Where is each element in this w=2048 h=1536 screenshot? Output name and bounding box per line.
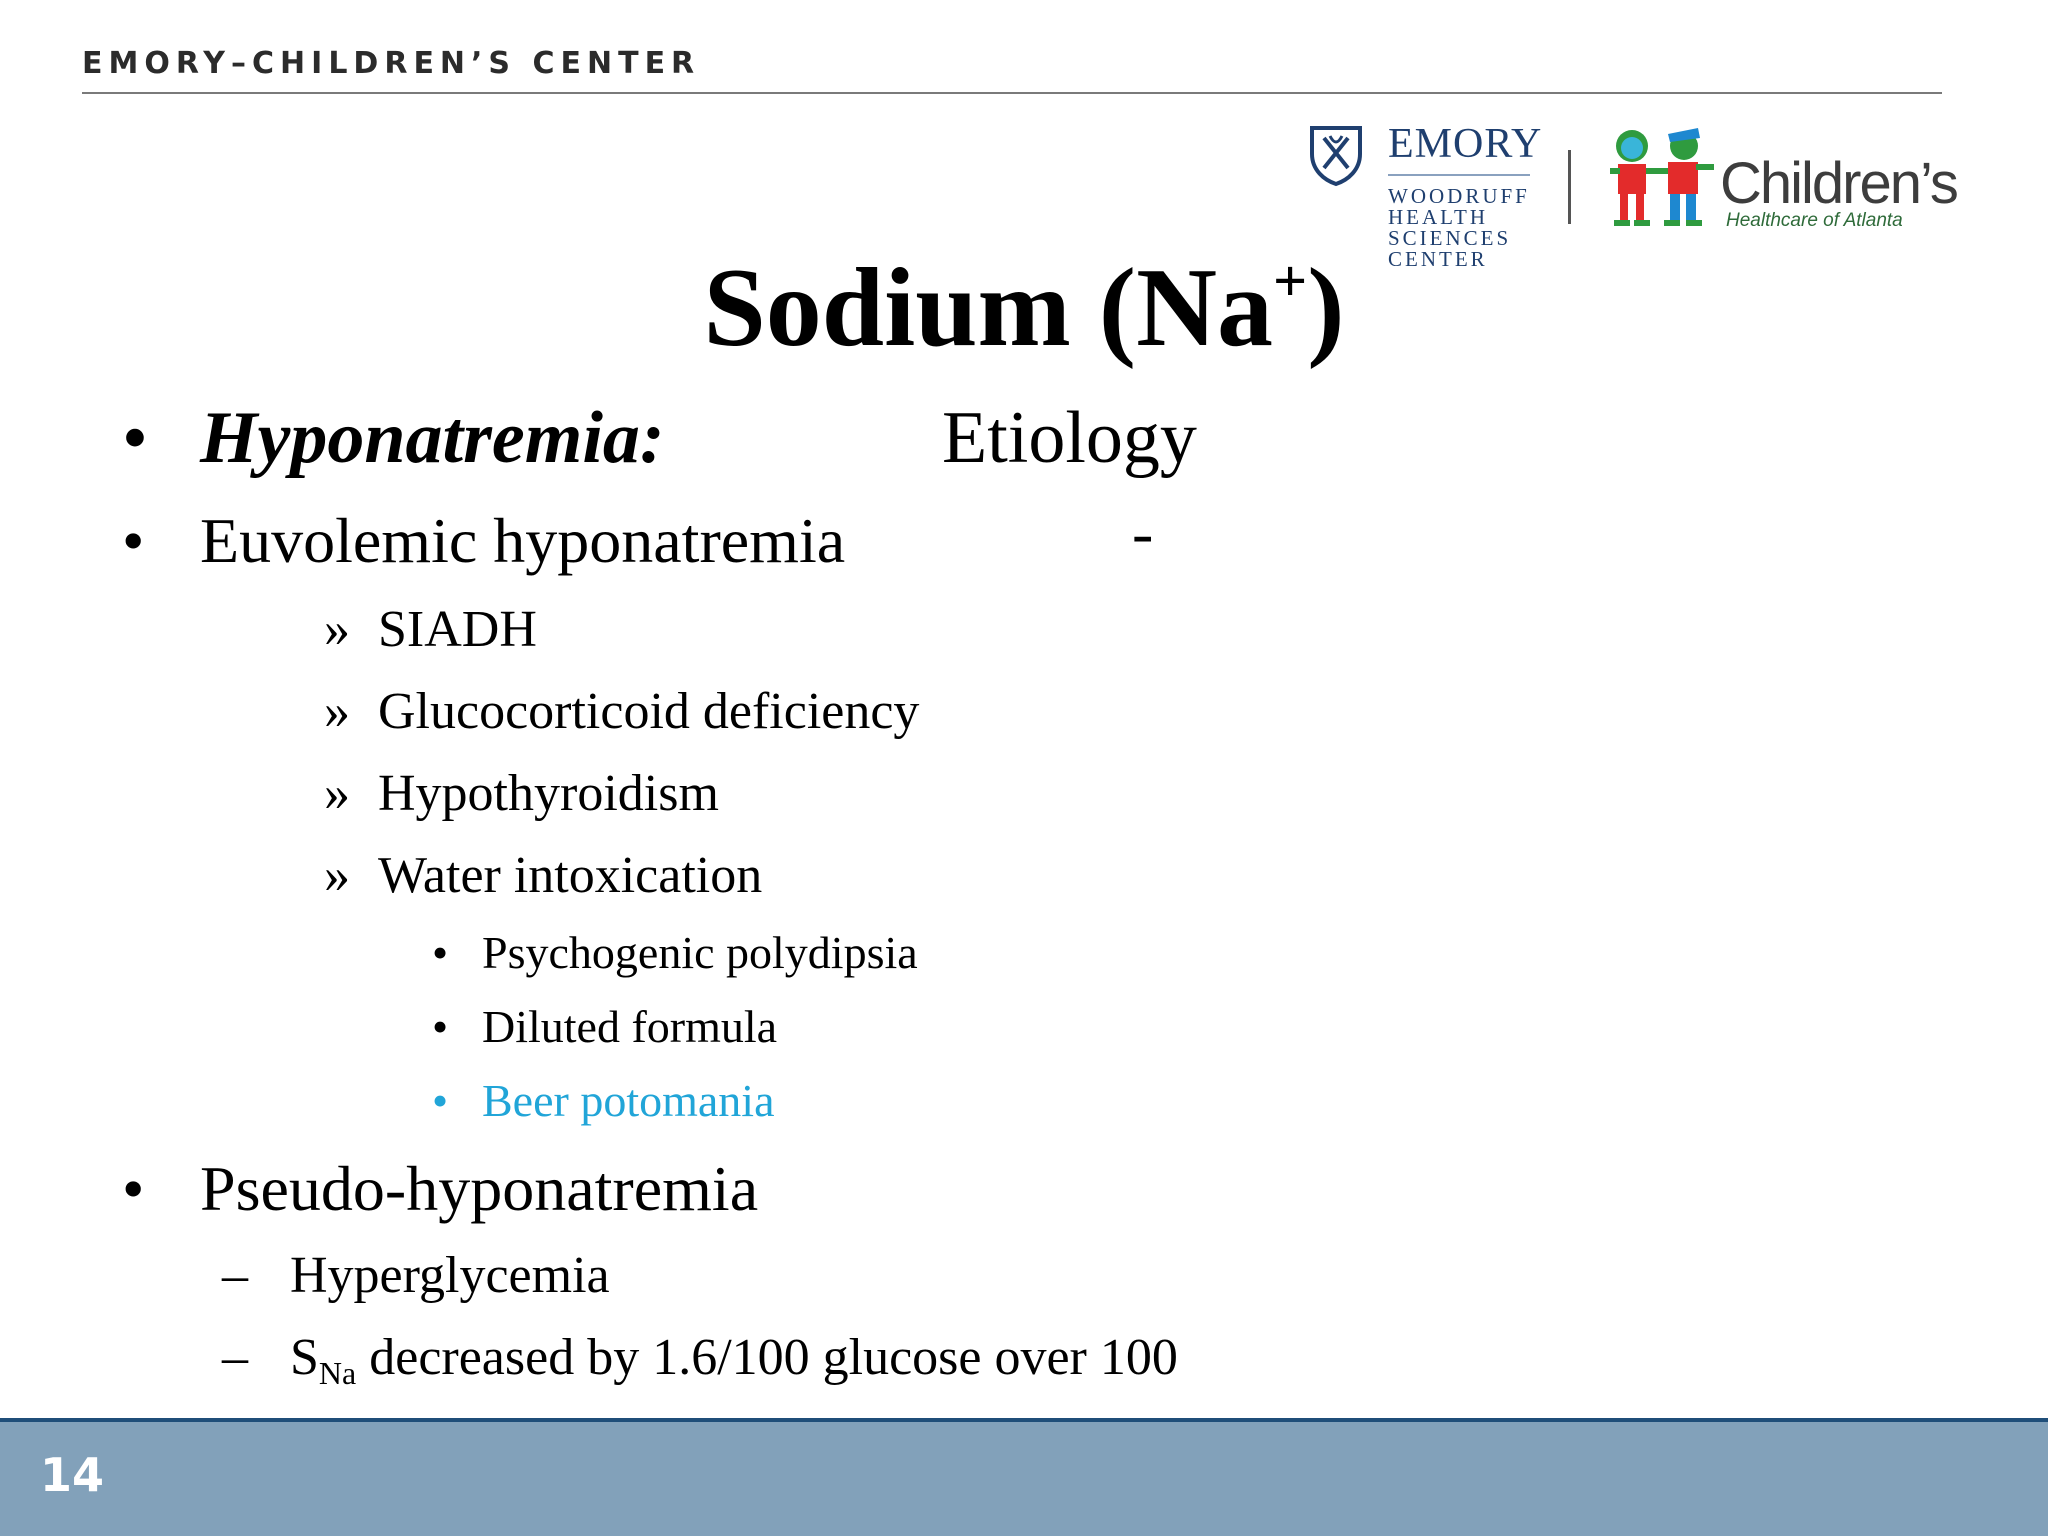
page-number: 14 [40,1448,105,1502]
bullet-marker: • [122,505,145,576]
footer-bar [0,1422,2048,1536]
header-title: EMORY–CHILDREN’S CENTER [82,46,701,81]
emory-shield-icon [1308,124,1364,188]
bullet-marker: • [432,1075,449,1126]
euvolemic-label: Euvolemic hyponatremia [200,505,846,576]
title-superscript: + [1272,248,1308,314]
slide-title: Sodium (Na+) [703,246,1345,370]
dash-marker: – [222,1329,248,1386]
etiology-label: Etiology [942,397,1197,479]
chevron-marker: » [324,765,350,822]
chevron-marker: » [324,847,350,904]
bullet-marker: • [122,1153,145,1224]
childrens-subtitle: Healthcare of Atlanta [1726,210,1903,231]
emory-logo [1308,120,1543,271]
childrens-kids-icon [1602,124,1722,228]
hyponatremia-label: Hyponatremia: [200,397,665,479]
childrens-logo [1602,124,1957,234]
euvolemic-dash: - [1132,497,1154,568]
sodium-subscript: Na [318,1355,357,1391]
emory-subtitle: WOODRUFF HEALTH SCIENCES CENTER [1388,184,1530,271]
emory-wordmark: EMORY [1388,121,1543,167]
chevron-marker: » [324,601,350,658]
header-divider [82,92,1942,94]
logo-divider [1568,150,1571,224]
bullet-marker: • [432,927,449,978]
bullet-marker: • [122,397,148,479]
emory-logo-rule [1388,174,1530,176]
dash-marker: – [222,1247,248,1304]
chevron-marker: » [324,683,350,740]
bullet-marker: • [432,1001,449,1052]
childrens-wordmark: Children’s [1720,151,1957,216]
